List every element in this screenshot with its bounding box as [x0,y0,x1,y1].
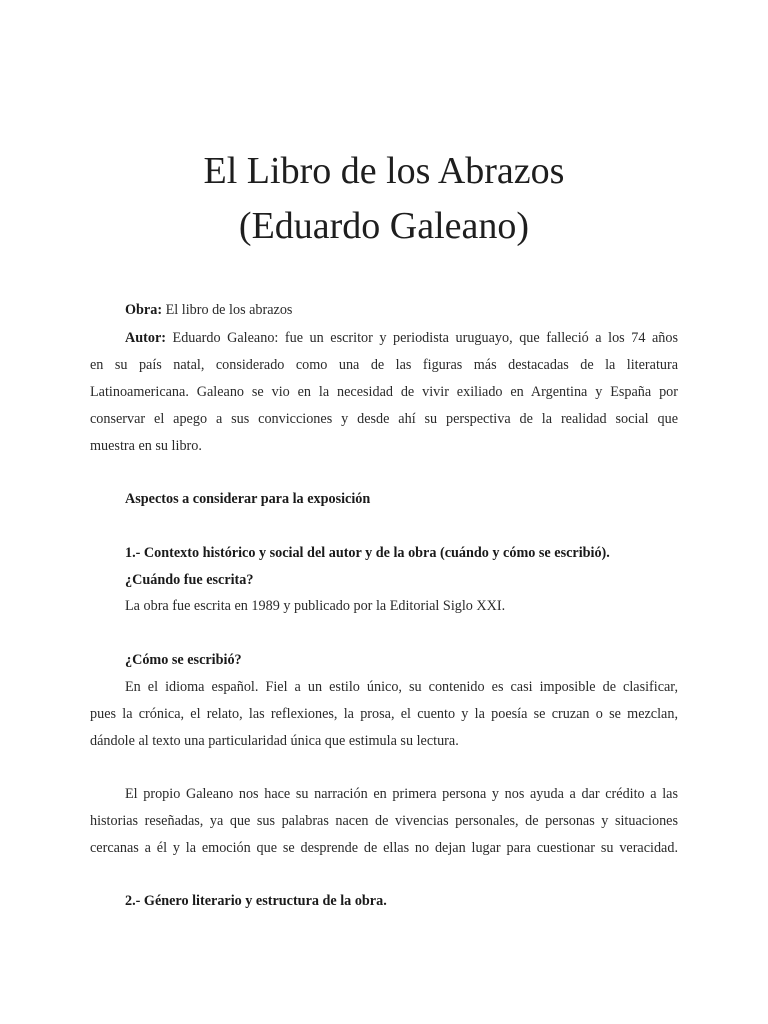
section-1-heading: 1.- Contexto histórico y social del autor y de la obra (cuándo y cómo se escribió). [125,545,610,561]
obra-label: Obra: [125,302,163,318]
autor-line-2: en su país natal, considerado como una de las figuras más destacadas de la literatura [90,357,678,373]
autor-line-3: Latinoamericana. Galeano se vio en la necesidad de vivir exiliado en Argentina y España por [90,384,678,400]
obra-value: El libro de los abrazos [165,302,293,318]
como-line-2: pues la crónica, el relato, las reflexiones, la prosa, el cuento y la poesía se cruzan o se mezclan, [90,706,678,722]
propio-line-3: cercanas a él y la emoción que se desprende de ellas no dejan lugar para cuestionar su veracidad. [90,840,678,856]
autor-text-1: Eduardo Galeano: fue un escritor y periodista uruguayo, que falleció a los 74 años [172,330,678,346]
cuando-question: ¿Cuándo fue escrita? [125,572,254,588]
autor-line-1 [90,328,678,348]
section-2-heading: 2.- Género literario y estructura de la obra. [125,893,387,909]
propio-line-1: El propio Galeano nos hace su narración en primera persona y nos ayuda a dar crédito a las [125,786,678,802]
como-line-1: En el idioma español. Fiel a un estilo único, su contenido es casi imposible de clasificar, [125,679,678,695]
document-subtitle-author: (Eduardo Galeano) [238,205,530,247]
autor-line-4: conservar el apego a sus convicciones y desde ahí su perspectiva de la realidad social que [90,411,678,427]
document-title: El Libro de los Abrazos [203,150,565,192]
como-question: ¿Cómo se escribió? [125,652,242,668]
propio-line-2: historias reseñadas, ya que sus palabras nacen de vivencias personales, de personas y situaciones [90,813,678,829]
autor-line-5: muestra en su libro. [90,438,202,454]
obra-line [125,300,292,320]
como-line-3: dándole al texto una particularidad única que estimula su lectura. [90,733,459,749]
aspectos-heading: Aspectos a considerar para la exposición [125,491,371,507]
autor-label: Autor: [125,330,166,346]
cuando-answer: La obra fue escrita en 1989 y publicado por la Editorial Siglo XXI. [125,598,506,614]
